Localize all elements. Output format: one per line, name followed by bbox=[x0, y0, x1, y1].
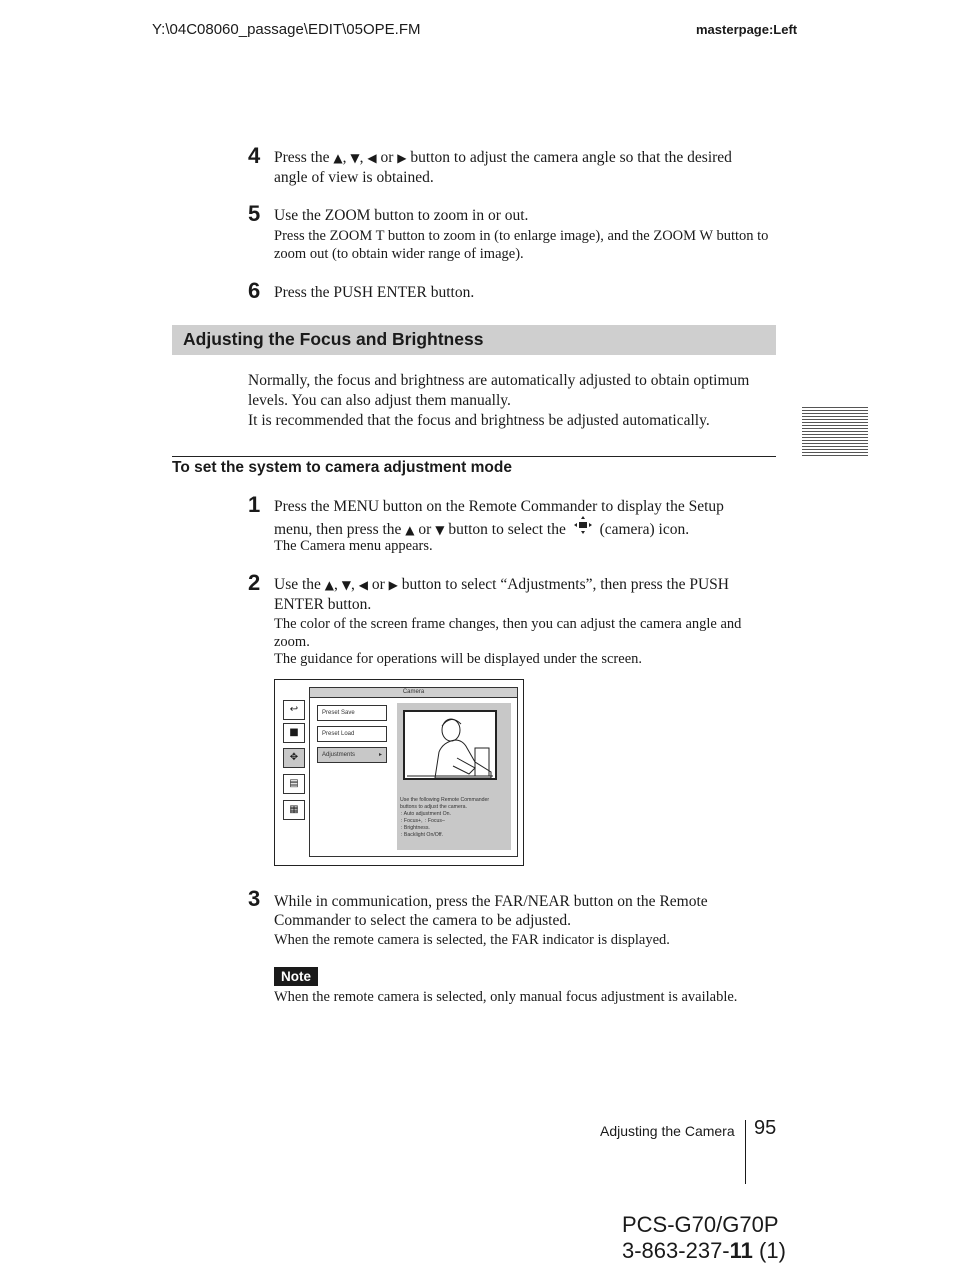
step-detail: When the remote camera is selected, the FAR indicator is displayed. bbox=[274, 932, 670, 948]
panel-title: Camera bbox=[310, 688, 517, 698]
step-text: While in communication, press the FAR/NEAR button on the Remote Commander to select the camera to be adjusted. bbox=[274, 893, 708, 929]
preset-load-button: Preset Load bbox=[317, 726, 387, 742]
step-number: 6 bbox=[248, 278, 261, 303]
arrow-up-icon: ▲ bbox=[333, 151, 343, 165]
arrow-left-icon: ◀ bbox=[367, 151, 377, 165]
arrow-up-icon: ▲ bbox=[324, 578, 335, 592]
arrow-right-icon: ▶ bbox=[388, 578, 398, 592]
subsection-title: To set the system to camera adjustment mode bbox=[172, 459, 512, 476]
step-detail: Press the ZOOM T button to zoom in (to enlarge image), and the ZOOM W button to zoom out (to obtain wider range of image). bbox=[274, 228, 769, 262]
step-detail: The color of the screen frame changes, then you can adjust the camera angle and zoom. The guidance for operations will be displayed under the screen. bbox=[274, 616, 742, 667]
camera-move-icon: ✥ bbox=[283, 748, 305, 768]
toolbox-icon: ▦ bbox=[283, 800, 305, 820]
adjustments-button: Adjustments ▸ bbox=[317, 747, 387, 763]
step-number: 3 bbox=[248, 886, 261, 911]
part-number: 3-863-237-11 (1) bbox=[622, 1238, 786, 1263]
camera-move-icon bbox=[570, 516, 596, 539]
guidance-text: Use the following Remote Commander buttons to adjust the camera. : Auto adjustment On. : Focus+, : Focus– : Brightness. : Backlight On/Off. bbox=[400, 797, 490, 838]
intro-paragraph: Normally, the focus and brightness are automatically adjusted to obtain optimum levels. You can also adjust them manually. bbox=[248, 372, 750, 409]
person-icon: ■ bbox=[283, 723, 305, 743]
section-intro bbox=[248, 371, 768, 431]
camera-menu-screenshot bbox=[274, 679, 524, 866]
subsection-rule bbox=[172, 456, 776, 457]
intro-paragraph: It is recommended that the focus and brightness be adjusted automatically. bbox=[248, 412, 710, 429]
note-text: When the remote camera is selected, only manual focus adjustment is available. bbox=[274, 989, 738, 1005]
step-text: Press the PUSH ENTER button. bbox=[274, 284, 475, 301]
arrow-up-icon: ▲ bbox=[405, 523, 415, 537]
footer-divider bbox=[745, 1120, 746, 1184]
step-text: Use the ▲, ▼, ◀ or ▶ button to select “Adjustments”, then press the PUSH ENTER button. bbox=[274, 576, 729, 613]
camera-panel bbox=[309, 687, 518, 857]
step-text: Use the ZOOM button to zoom in or out. bbox=[274, 207, 529, 224]
chapter-tab-marker bbox=[802, 407, 868, 458]
arrow-down-icon: ▼ bbox=[341, 578, 352, 592]
arrow-down-icon: ▼ bbox=[435, 523, 445, 537]
step-number: 2 bbox=[248, 570, 261, 595]
display-icon: ▤ bbox=[283, 774, 305, 794]
file-path: Y:\04C08060_passage\EDIT\05OPE.FM bbox=[152, 21, 421, 38]
arrow-down-icon: ▼ bbox=[350, 151, 360, 165]
arrow-left-icon: ◀ bbox=[358, 578, 368, 592]
return-icon: ↩ bbox=[283, 700, 305, 720]
step-detail: The Camera menu appears. bbox=[274, 538, 433, 554]
section-title: Adjusting the Focus and Brightness bbox=[183, 329, 484, 349]
preset-save-button: Preset Save bbox=[317, 705, 387, 721]
note-label: Note bbox=[274, 967, 318, 986]
step-text: Press the MENU button on the Remote Commander to display the Setup menu, then press the ▲ or ▼ button to select the (camera) icon. bbox=[274, 498, 724, 538]
page-number: 95 bbox=[754, 1117, 777, 1139]
model-name: PCS-G70/G70P bbox=[622, 1212, 779, 1237]
step-number: 5 bbox=[248, 201, 261, 226]
preview-image bbox=[403, 710, 497, 780]
camera-preview bbox=[397, 703, 511, 850]
model-code bbox=[622, 1212, 786, 1264]
step-text: Press the ▲, ▼, ◀ or ▶ button to adjust the camera angle so that the desired angle of view is obtained. bbox=[274, 149, 732, 186]
arrow-right-icon: ▶ bbox=[397, 151, 407, 165]
step-number: 4 bbox=[248, 143, 261, 168]
masterpage-label: masterpage:Left bbox=[696, 22, 798, 37]
step-number: 1 bbox=[248, 492, 261, 517]
footer-section-name: Adjusting the Camera bbox=[600, 1123, 735, 1139]
